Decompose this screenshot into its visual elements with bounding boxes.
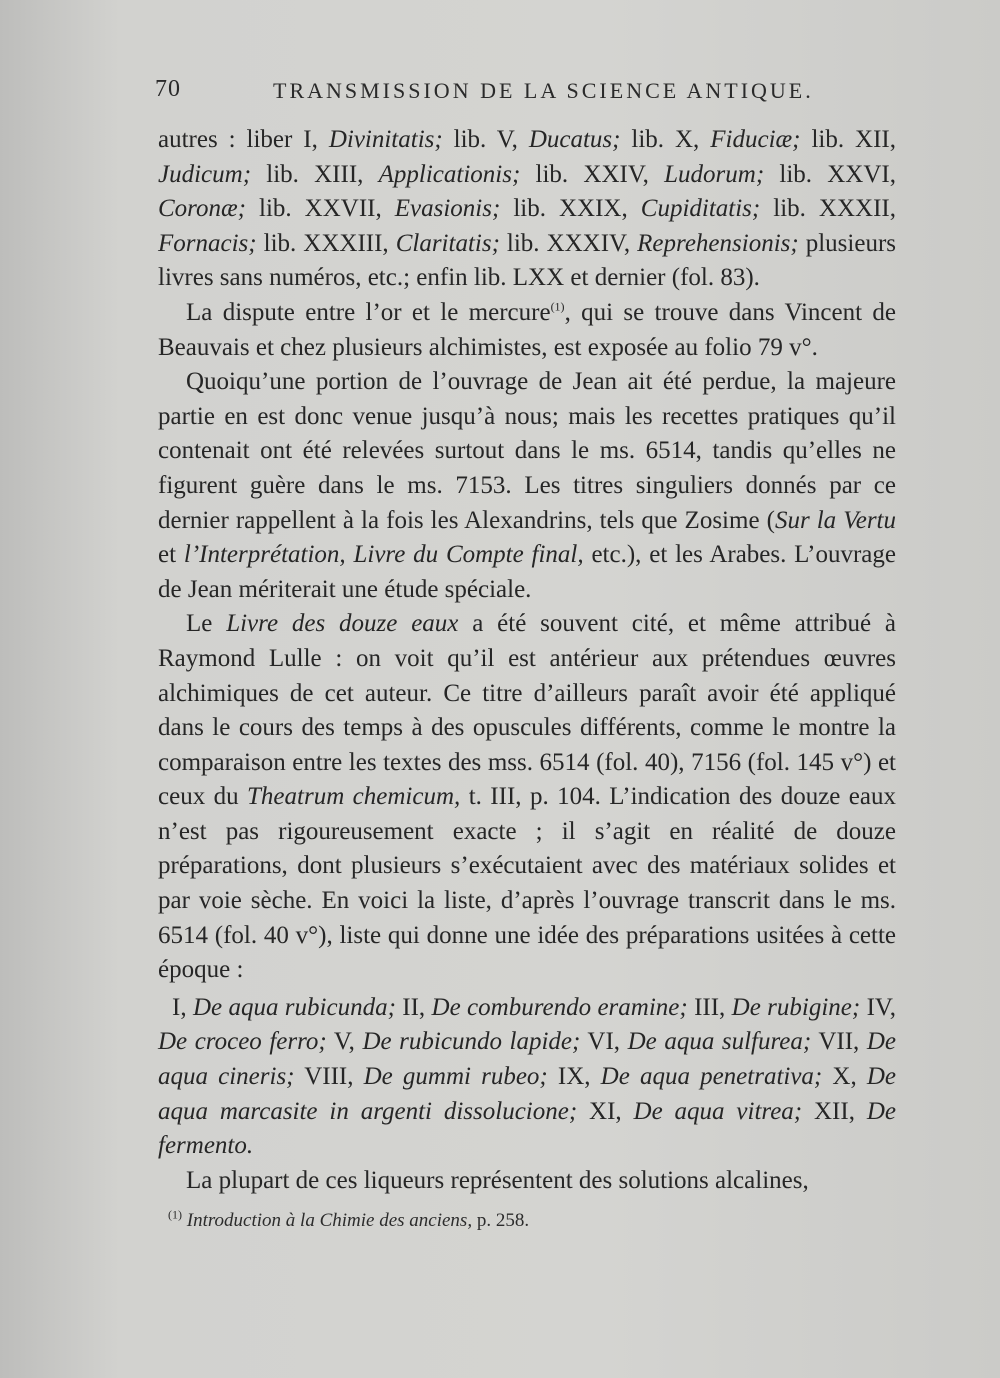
text-span: V, — [326, 1028, 363, 1056]
paragraph-liqueurs — [158, 1164, 896, 1199]
italic-title: De aqua vitrea; — [633, 1097, 803, 1125]
italic-title: Evasionis; — [394, 195, 501, 223]
italic-title: De aqua marcasite in argenti dissolucione; — [158, 1063, 896, 1125]
italic-title: De croceo ferro; — [158, 1028, 327, 1056]
italic-title: Sur la Vertu — [774, 506, 897, 534]
text-span: a été souvent cité, et même attribué à Raymond Lulle : on voit qu’il est antérieur aux prétendues œuvres alchimiques de cet auteur. Ce titre d’ailleurs paraît avoir été appliqué dans le cours des temps à des opuscules différents, comme le montre la comparaison entre les textes des mss. 6514 (fol. 40), 7156 (fol. 145 v°) et ceux du — [158, 610, 896, 811]
text-span: VII, — [811, 1028, 867, 1056]
italic-title: De rubicundo lapide; — [362, 1028, 581, 1056]
text-span: VIII, — [294, 1063, 364, 1091]
italic-title: Cupiditatis; — [640, 195, 761, 223]
text-span: III, — [687, 993, 732, 1021]
text-span: lib. V, — [442, 126, 529, 153]
text-span: plusieurs livres sans numéros, etc.; enfin lib. LXX et dernier (fol. 83). — [158, 229, 896, 292]
text-span: lib. X, — [620, 126, 711, 153]
footnote-title: Introduction à la Chimie des anciens, — [186, 1210, 473, 1231]
text-span: VI, — [580, 1028, 628, 1056]
text-span: La dispute entre l’or et le mercure — [186, 298, 551, 326]
italic-title: De rubigine; — [731, 993, 861, 1021]
italic-title: Claritatis; — [395, 229, 500, 257]
italic-title: Fornacis; — [158, 229, 257, 257]
text-span: t. III, p. 104. L’indication des douze eaux n’est pas rigoureusement exacte ; il s’agit en réalité de douze préparations, dont plusieurs s’exécutaient avec des matériaux solides et par voie sèche. En voici la liste, d’après l’ouvrage transcrit dans le ms. 6514 (fol. 40 v°), liste qui donne une idée des préparations usitées à cette époque : — [158, 783, 896, 984]
italic-title: Fiduciæ; — [710, 126, 801, 153]
italic-title: Applicationis; — [378, 160, 521, 188]
italic-title: De comburendo eramine; — [431, 993, 688, 1021]
footnote-marker: (1) — [168, 1207, 182, 1222]
text-span: I, — [172, 993, 193, 1021]
italic-title: De fermento. — [158, 1097, 896, 1160]
italic-title: Livre des douze eaux — [226, 610, 459, 638]
text-span: , qui se trouve dans Vincent de Beauvais et chez plusieurs alchimistes, est exposée au folio 79 v°. — [158, 298, 896, 361]
paragraph-douze-eaux — [158, 607, 896, 988]
text-span: IV, — [860, 993, 896, 1021]
text-span: lib. XXXIII, — [256, 229, 396, 257]
italic-title: Divinitatis; — [328, 126, 443, 153]
text-span: XI, — [577, 1097, 634, 1125]
text-span: Le — [186, 610, 227, 638]
italic-title: De gummi rubeo; — [363, 1063, 548, 1091]
text-span: lib. XXIX, — [500, 195, 641, 223]
italic-title: De aqua cineris; — [158, 1028, 896, 1091]
footnote-text: p. 258. — [472, 1210, 530, 1231]
italic-title: Ducatus; — [528, 126, 621, 153]
italic-title: Ludorum; — [664, 160, 765, 188]
italic-title: Judicum; — [158, 160, 252, 188]
paragraph-dispute — [158, 296, 896, 365]
text-span: II, — [395, 993, 432, 1021]
text-span: autres : liber I, — [158, 126, 329, 153]
page-header — [155, 76, 895, 110]
body-text — [158, 123, 896, 1198]
page-number: 70 — [155, 76, 181, 102]
footnote-reference: (1) — [550, 299, 565, 314]
text-span: etc.), et les Arabes. L’ouvrage de Jean mériterait une étude spéciale. — [158, 541, 897, 603]
paragraph-ouvrage-jean — [158, 365, 896, 607]
text-span: XII, — [802, 1097, 867, 1125]
running-title: TRANSMISSION DE LA SCIENCE ANTIQUE. — [273, 78, 814, 103]
italic-title: Reprehensionis; — [637, 229, 799, 257]
text-span: X, — [822, 1063, 867, 1091]
paragraph-preparations-list — [158, 991, 896, 1164]
italic-title: De aqua penetrativa; — [600, 1063, 823, 1091]
italic-title: De aqua rubicunda; — [192, 993, 396, 1021]
text-span: La plupart de ces liqueurs représentent des solutions alcalines, — [186, 1166, 809, 1194]
text-span: lib. XXVII, — [245, 195, 395, 223]
text-span: lib. XXXII, — [760, 195, 896, 223]
text-span: IX, — [547, 1063, 601, 1091]
text-span: lib. XXIV, — [520, 160, 665, 188]
text-span: et — [158, 541, 184, 569]
italic-title: Coronæ; — [158, 195, 246, 223]
text-span: lib. XXVI, — [764, 160, 896, 188]
text-span: lib. XXXIV, — [499, 229, 638, 257]
italic-title: l’Interprétation, Livre du Compte final, — [183, 541, 584, 569]
paragraph-book-list — [158, 123, 896, 296]
text-span: Quoiqu’une portion de l’ouvrage de Jean ait été perdue, la majeure partie en est donc venue jusqu’à nous; mais les recettes pratiques qu’il contenait ont été relevées surtout dans le ms. 6514, tandis qu’elles ne figurent guère dans le ms. 7153. Les titres singuliers donnés par ce dernier rappellent à la fois les Alexandrins, tels que Zosime ( — [158, 368, 896, 534]
text-span: lib. XIII, — [251, 160, 379, 188]
text-span: lib. XII, — [800, 126, 896, 153]
italic-title: Theatrum chemicum, — [247, 783, 461, 811]
italic-title: De aqua sulfurea; — [627, 1028, 812, 1056]
footnote — [168, 1207, 888, 1232]
